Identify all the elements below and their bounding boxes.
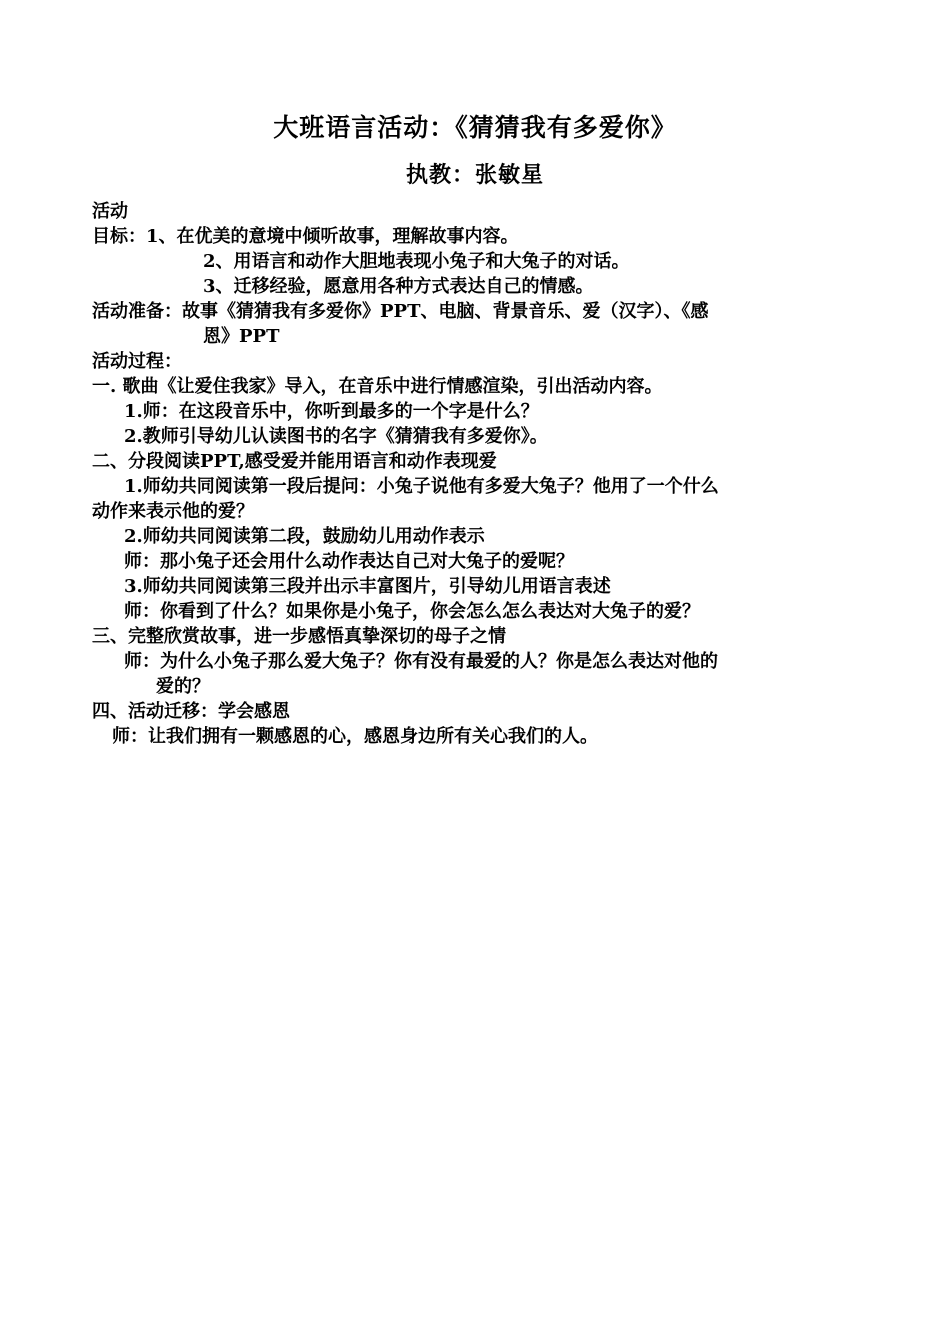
- text-line: 师：那小兔子还会用什么动作表达自己对大兔子的爱呢？: [124, 551, 574, 572]
- text-line: 师：为什么小兔子那么爱大兔子？你有没有最爱的人？你是怎么表达对他的: [124, 651, 718, 672]
- text-line: 目标：1、在优美的意境中倾听故事，理解故事内容。: [92, 226, 519, 247]
- text-line: 爱的？: [156, 676, 210, 697]
- document-title: 大班语言活动：《猜猜我有多爱你》: [273, 113, 677, 142]
- text-line: 1.师：在这段音乐中，你听到最多的一个字是什么？: [124, 401, 539, 422]
- text-line: 1.师幼共同阅读第一段后提问：小兔子说他有多爱大兔子？他用了一个什么: [124, 476, 719, 497]
- document-author: 执教：张敏星: [405, 162, 544, 188]
- text-line: 2.师幼共同阅读第二段，鼓励幼儿用动作表示: [124, 526, 485, 547]
- text-line: 2、用语言和动作大胆地表现小兔子和大兔子的对话。: [203, 251, 630, 272]
- text-line: 动作来表示他的爱？: [92, 501, 254, 522]
- text-line: 一. 歌曲《让爱住我家》导入，在音乐中进行情感渲染，引出活动内容。: [92, 376, 663, 397]
- text-line: 活动: [92, 201, 128, 222]
- text-line: 恩》PPT: [203, 326, 280, 347]
- text-line: 2.教师引导幼儿认读图书的名字《猜猜我有多爱你》。: [124, 426, 548, 447]
- text-line: 三、完整欣赏故事，进一步感悟真挚深切的母子之情: [92, 626, 506, 647]
- text-line: 二、分段阅读PPT,感受爱并能用语言和动作表现爱: [92, 451, 497, 472]
- text-line: 活动过程：: [92, 351, 182, 372]
- text-line: 活动准备：故事《猜猜我有多爱你》PPT、电脑、背景音乐、爱（汉字）、《感: [92, 301, 709, 322]
- text-line: 3.师幼共同阅读第三段并出示丰富图片，引导幼儿用语言表述: [124, 576, 611, 597]
- text-line: 3、迁移经验，愿意用各种方式表达自己的情感。: [203, 276, 594, 297]
- text-line: 四、活动迁移：学会感恩: [92, 701, 290, 722]
- text-line: 师：让我们拥有一颗感恩的心，感恩身边所有关心我们的人。: [112, 726, 598, 747]
- text-line: 师：你看到了什么？如果你是小兔子，你会怎么怎么表达对大兔子的爱？: [124, 601, 700, 622]
